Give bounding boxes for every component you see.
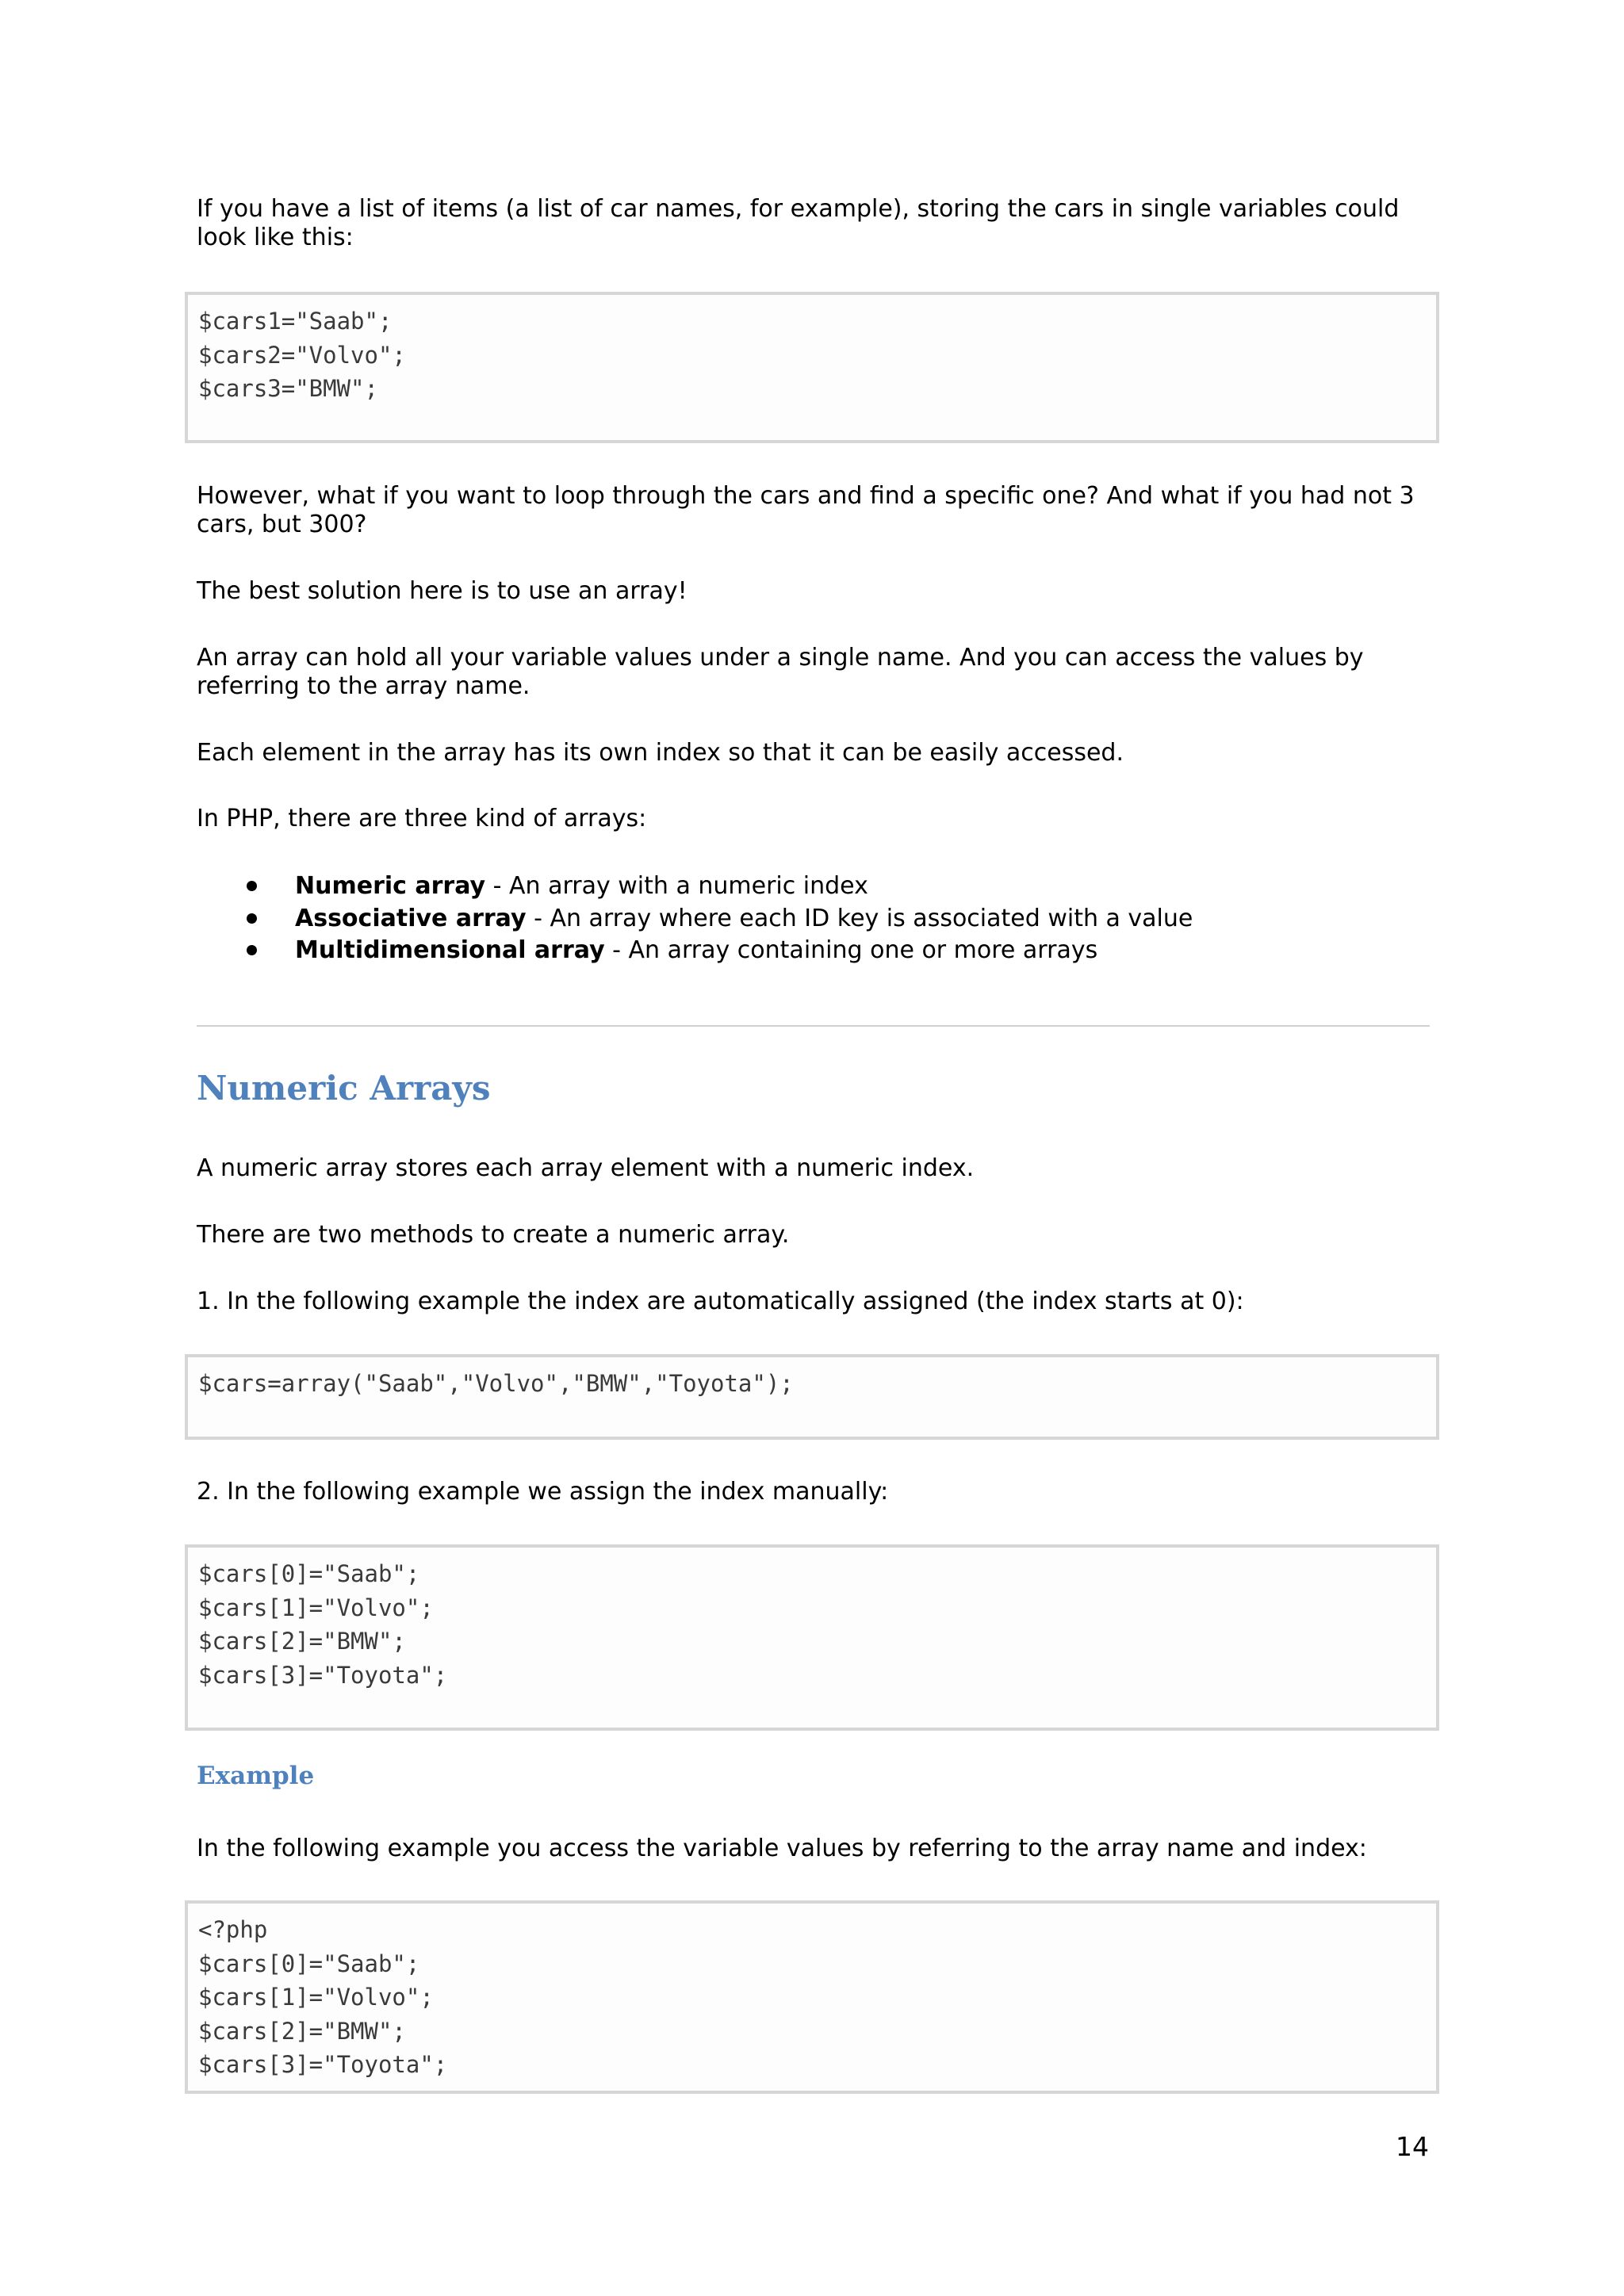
heading-example: Example bbox=[197, 1762, 315, 1790]
code-line: $cars[1]="Volvo"; bbox=[198, 1594, 434, 1621]
list-item bbox=[197, 903, 1193, 936]
code-line: <?php bbox=[198, 1916, 268, 1943]
code-block-auto-index bbox=[185, 1354, 1439, 1440]
bullet-description: - An array containing one or more arrays bbox=[604, 936, 1098, 964]
heading-numeric-arrays: Numeric Arrays bbox=[197, 1069, 491, 1108]
list-item bbox=[197, 935, 1193, 967]
code-line: $cars[0]="Saab"; bbox=[198, 1950, 420, 1977]
code-line: $cars=array("Saab","Volvo","BMW","Toyota"); bbox=[198, 1370, 794, 1397]
code-line: $cars[1]="Volvo"; bbox=[198, 1984, 434, 2011]
bullet-term: Associative array bbox=[295, 904, 527, 932]
code-line: $cars2="Volvo"; bbox=[198, 341, 406, 369]
code-line: $cars[2]="BMW"; bbox=[198, 1628, 406, 1655]
code-block-example bbox=[185, 1900, 1439, 2094]
paragraph-numeric-stores: A numeric array stores each array element with a numeric index. bbox=[197, 1154, 975, 1182]
paragraph-best-solution: The best solution here is to use an array! bbox=[197, 577, 688, 605]
code-line: $cars1="Saab"; bbox=[198, 308, 393, 335]
paragraph-array-hold: An array can hold all your variable values under a single name. And you can access the values by referring to the array name. bbox=[197, 644, 1364, 700]
bullet-description: - An array with a numeric index bbox=[485, 872, 868, 900]
paragraph-three-kinds: In PHP, there are three kind of arrays: bbox=[197, 805, 647, 832]
bullet-icon bbox=[247, 945, 257, 955]
code-block-single-vars bbox=[185, 292, 1439, 443]
section-divider bbox=[197, 1025, 1430, 1027]
bullet-term: Multidimensional array bbox=[295, 936, 605, 964]
bullet-icon bbox=[247, 881, 257, 891]
paragraph-however: However, what if you want to loop through the cars and find a specific one? And what if you had not 3 cars, but 300? bbox=[197, 482, 1415, 538]
paragraph-intro: If you have a list of items (a list of car names, for example), storing the cars in single variables could look like this: bbox=[197, 195, 1400, 251]
page-number: 14 bbox=[1396, 2131, 1429, 2162]
list-item bbox=[197, 871, 1193, 903]
bullet-term: Numeric array bbox=[295, 872, 486, 900]
bullet-description: - An array where each ID key is associated with a value bbox=[526, 904, 1193, 932]
bullet-icon bbox=[247, 913, 257, 924]
code-line: $cars3="BMW"; bbox=[198, 375, 378, 403]
paragraph-method-2: 2. In the following example we assign the index manually: bbox=[197, 1478, 889, 1506]
paragraph-each-element: Each element in the array has its own index so that it can be easily accessed. bbox=[197, 739, 1124, 767]
paragraph-method-1: 1. In the following example the index are automatically assigned (the index starts at 0): bbox=[197, 1288, 1244, 1315]
paragraph-example-description: In the following example you access the variable values by referring to the array name and index: bbox=[197, 1835, 1367, 1862]
array-types-list bbox=[197, 871, 1193, 967]
paragraph-two-methods: There are two methods to create a numeric array. bbox=[197, 1221, 790, 1249]
code-line: $cars[3]="Toyota"; bbox=[198, 1661, 448, 1689]
code-line: $cars[2]="BMW"; bbox=[198, 2017, 406, 2045]
code-block-manual-index bbox=[185, 1544, 1439, 1731]
code-line: $cars[3]="Toyota"; bbox=[198, 2051, 448, 2079]
code-line: $cars[0]="Saab"; bbox=[198, 1560, 420, 1587]
